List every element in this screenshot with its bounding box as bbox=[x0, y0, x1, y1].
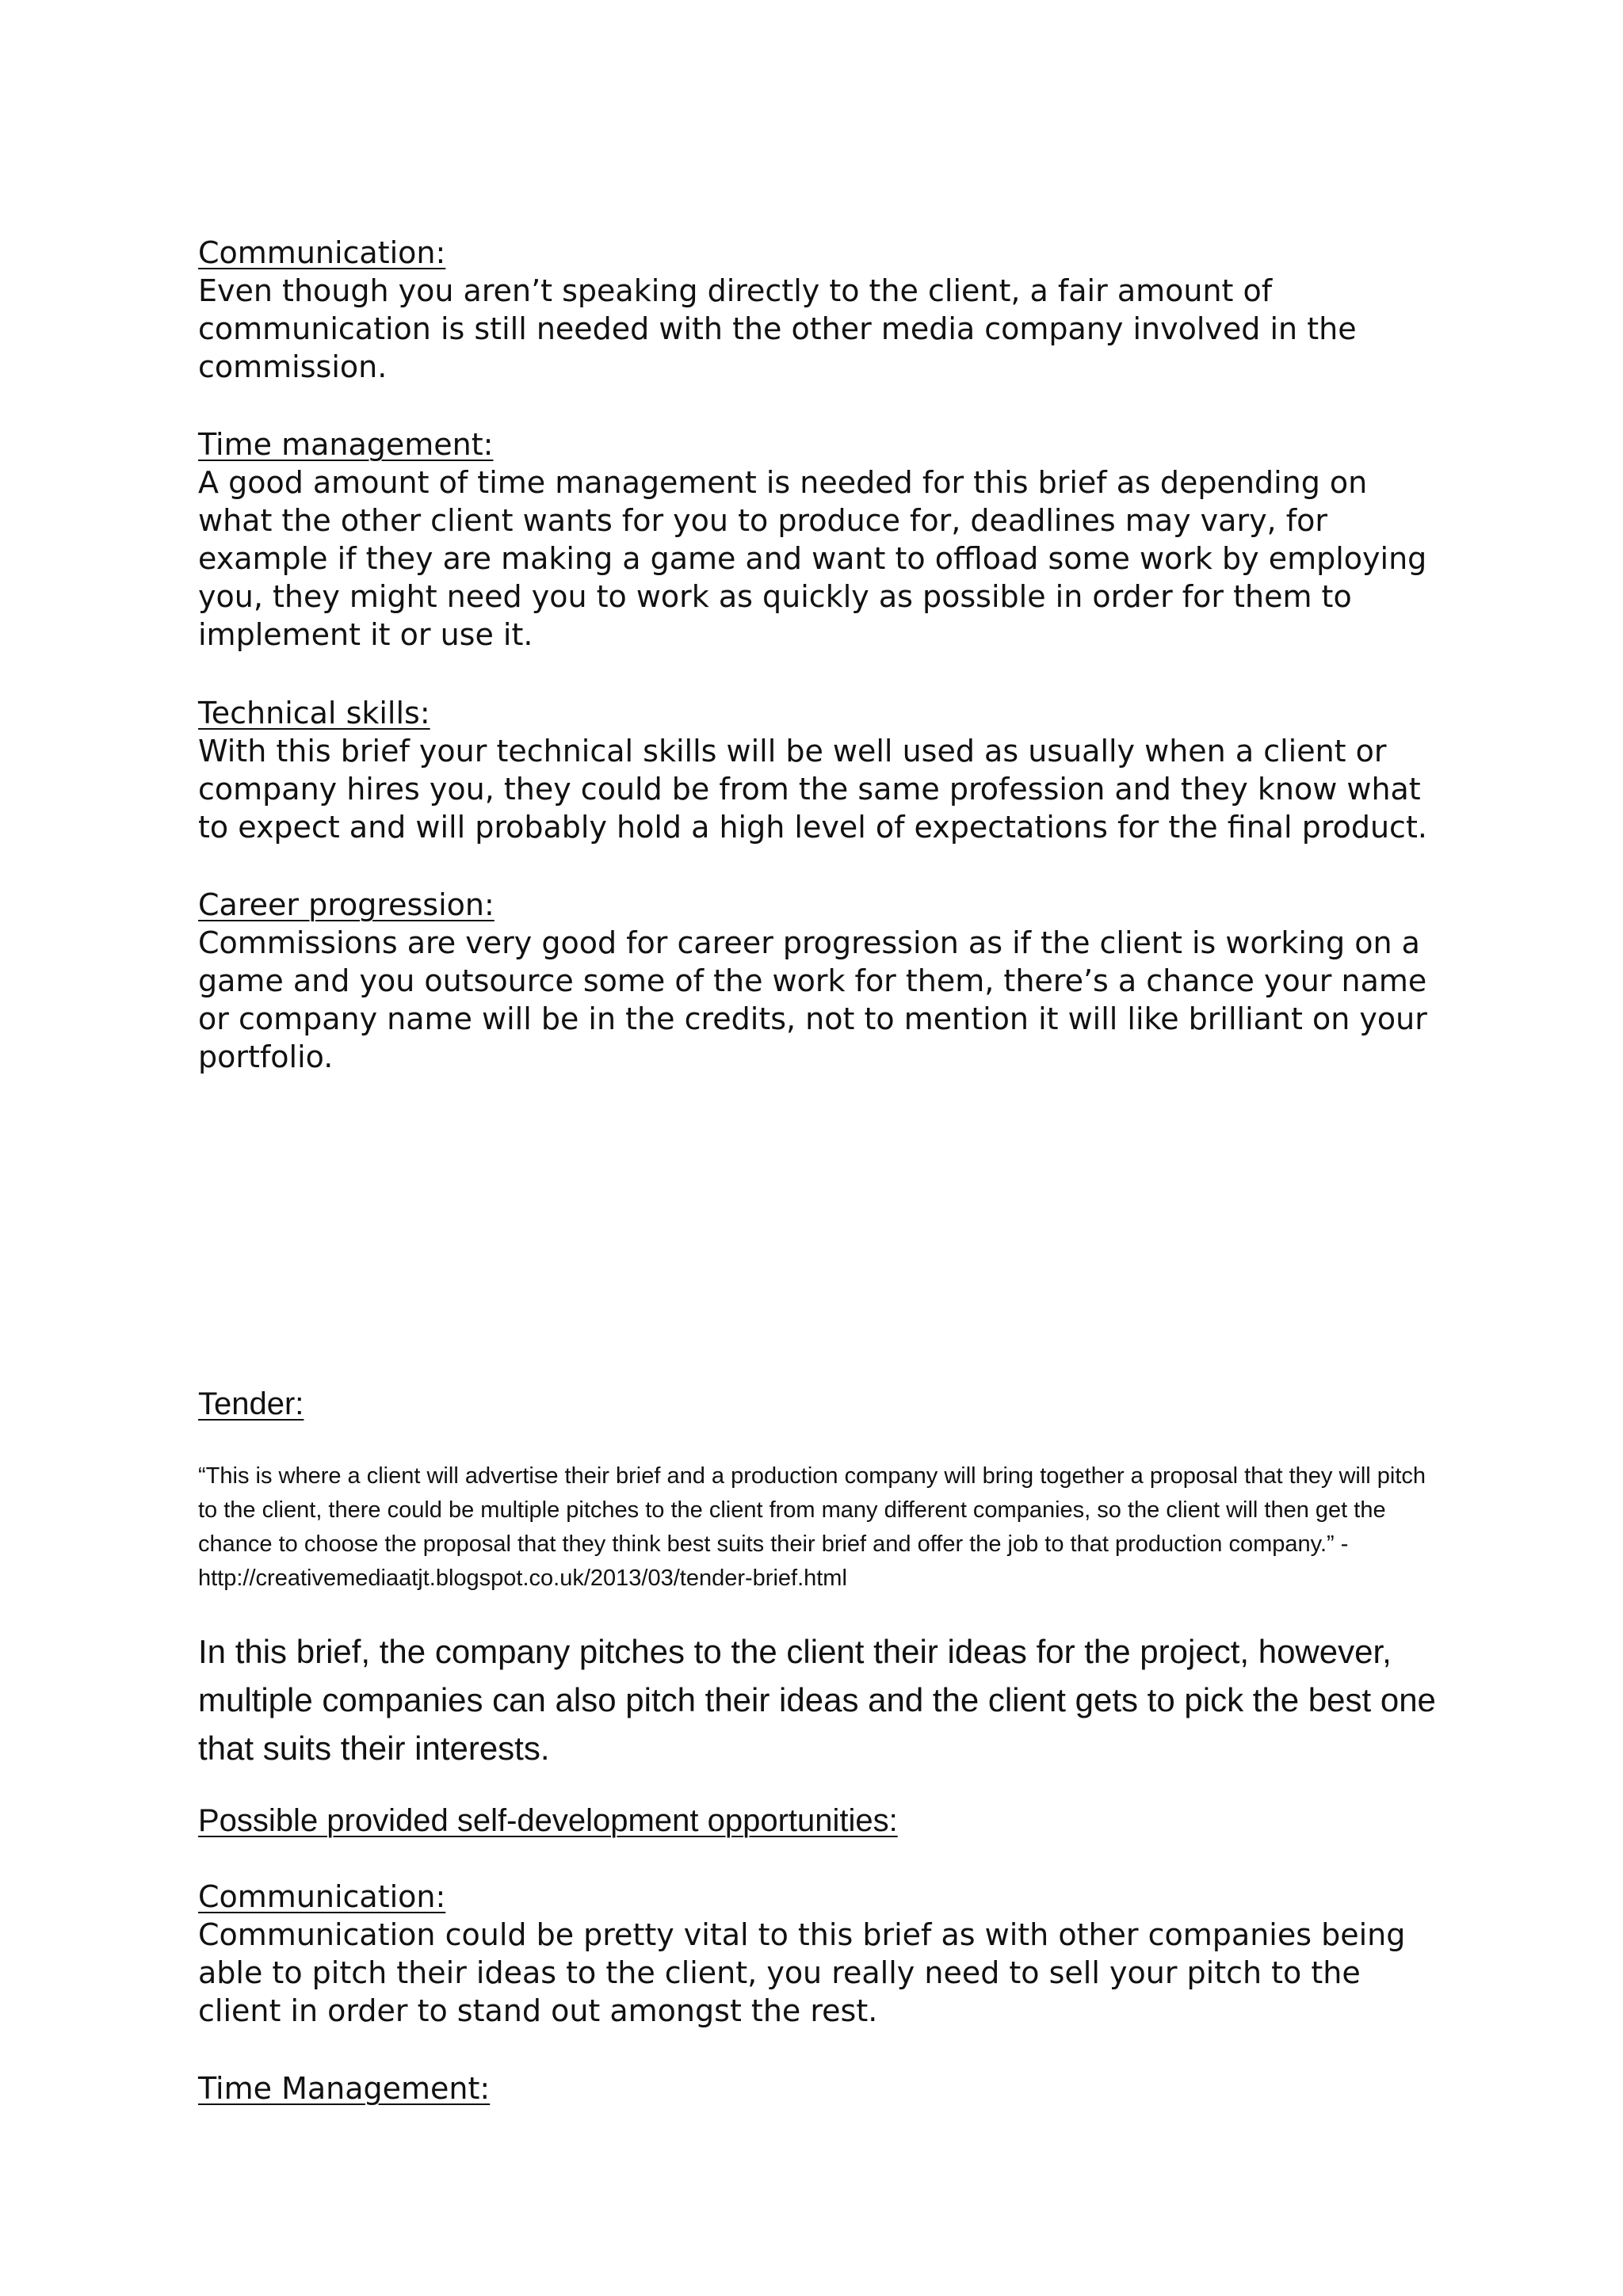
section-career-progression bbox=[198, 886, 1450, 1076]
section-body: Communication could be pretty vital to this brief as with other companies being able to pitch their ideas to the client, you really need to sell your pitch to the client in order to stand out amongst the rest. bbox=[198, 1917, 1406, 2028]
tender-summary bbox=[198, 1627, 1450, 1772]
tender-quote bbox=[198, 1459, 1450, 1596]
summary-text: In this brief, the company pitches to the client their ideas for the project, however, multiple companies can also pitch their ideas and the client gets to pick the best one that suits their interests. bbox=[198, 1633, 1436, 1767]
section-time-management bbox=[198, 425, 1450, 654]
section-heading: Time Management: bbox=[198, 2071, 491, 2106]
section-heading: Time management: bbox=[198, 427, 494, 462]
opportunities-heading: Possible provided self-development opportunities: bbox=[198, 1803, 898, 1838]
section-heading: Technical skills: bbox=[198, 696, 430, 730]
quote-text: “This is where a client will advertise their brief and a production company will bring together a proposal that they will pitch to the client, there could be multiple pitches to the client from many different companies, so the client will then get the chance to choose the proposal that they think best suits their brief and offer the job to that production company.” - http://creativemediaatjt.blogspot.co.uk/2013/03/tender-brief.html bbox=[198, 1463, 1426, 1591]
section-heading: Communication: bbox=[198, 1879, 446, 1914]
section-body: A good amount of time management is needed for this brief as depending on what the other client wants for you to produce for, deadlines may vary, for example if they are making a game and want to offload some work by employing you, they might need you to work as quickly as possible in order for them to implement it or use it. bbox=[198, 465, 1427, 652]
section-heading: Career progression: bbox=[198, 887, 495, 922]
tender-time-management bbox=[198, 2069, 1450, 2107]
tender-communication bbox=[198, 1878, 1450, 2030]
section-technical-skills bbox=[198, 694, 1450, 846]
section-body: Even though you aren’t speaking directly to the client, a fair amount of communication is still needed with the other media company involved in the commission. bbox=[198, 273, 1357, 384]
section-body: Commissions are very good for career progression as if the client is working on a game and you outsource some of the work for them, there’s a chance your name or company name will be in the credits, not to mention it will like brilliant on your portfolio. bbox=[198, 925, 1427, 1074]
section-tender bbox=[198, 1385, 1450, 1423]
section-body: With this brief your technical skills will be well used as usually when a client or company hires you, they could be from the same profession and they know what to expect and will probably hold a high level of expectations for the final product. bbox=[198, 734, 1427, 845]
section-communication bbox=[198, 234, 1450, 386]
section-heading: Communication: bbox=[198, 235, 446, 270]
tender-heading: Tender: bbox=[198, 1386, 304, 1421]
opportunities-section bbox=[198, 1802, 1450, 1840]
